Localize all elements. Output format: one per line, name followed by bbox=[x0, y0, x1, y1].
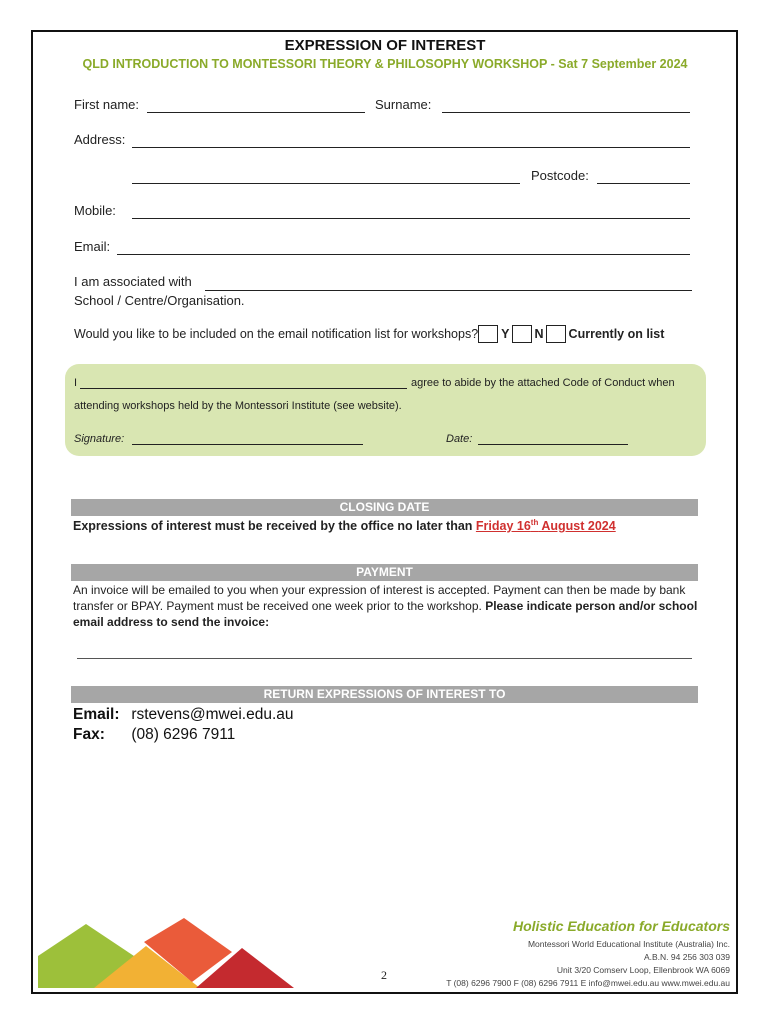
current-checkbox[interactable] bbox=[546, 325, 566, 343]
associated-label: I am associated with bbox=[74, 274, 192, 289]
address-field-line1[interactable] bbox=[132, 147, 690, 148]
conduct-line2: attending workshops held by the Montessori Institute (see website). bbox=[74, 400, 402, 412]
postcode-label: Postcode: bbox=[531, 168, 589, 183]
first-name-label: First name: bbox=[74, 97, 140, 112]
return-email-label: Email: bbox=[73, 706, 120, 723]
page-title: EXPRESSION OF INTEREST bbox=[284, 37, 486, 54]
conduct-prefix: I bbox=[74, 377, 78, 389]
conduct-agree-text: agree to abide by the attached Code of Conduct when bbox=[411, 377, 675, 389]
postcode-field[interactable] bbox=[597, 183, 690, 184]
payment-header: PAYMENT bbox=[71, 564, 698, 581]
address-label: Address: bbox=[74, 132, 126, 147]
associated-field[interactable] bbox=[205, 290, 692, 291]
associated-suffix: School / Centre/Organisation. bbox=[74, 293, 245, 308]
closing-date-line bbox=[73, 518, 616, 533]
address-field-line2[interactable] bbox=[132, 183, 520, 184]
mobile-label: Mobile: bbox=[74, 203, 116, 218]
email-label: Email: bbox=[74, 239, 111, 254]
return-email-value[interactable]: rstevens@mwei.edu.au bbox=[131, 706, 294, 723]
closing-date-header: CLOSING DATE bbox=[71, 499, 698, 516]
date-field[interactable] bbox=[478, 444, 628, 445]
payment-body: An invoice will be emailed to you when your expression of interest is accepted. Payment can then be made by bank transfer or BPAY. Payment must be received one week prior to the workshop. bbox=[73, 583, 686, 613]
footer-address: Unit 3/20 Comserv Loop, Ellenbrook WA 6069 bbox=[556, 965, 730, 975]
workshop-subtitle: QLD INTRODUCTION TO MONTESSORI THEORY & PHILOSOPHY WORKSHOP - Sat 7 September 2024 bbox=[82, 57, 688, 71]
deadline-rest: August 2024 bbox=[538, 519, 616, 534]
deadline-sup: th bbox=[530, 518, 539, 527]
return-email-row bbox=[73, 706, 294, 724]
email-field[interactable] bbox=[117, 254, 690, 255]
payment-text bbox=[73, 582, 703, 630]
footer-abn: A.B.N. 94 256 303 039 bbox=[643, 952, 730, 962]
notification-row bbox=[74, 325, 666, 343]
return-fax-row bbox=[73, 726, 235, 744]
page-number: 2 bbox=[381, 968, 387, 982]
deadline-day: Friday 16 bbox=[475, 519, 531, 534]
footer-org: Montessori World Educational Institute (Australia) Inc. bbox=[527, 939, 730, 949]
conduct-name-field[interactable] bbox=[80, 388, 407, 389]
surname-field[interactable] bbox=[442, 112, 690, 113]
current-label: Currently on list bbox=[568, 327, 665, 341]
deadline bbox=[476, 519, 616, 533]
signature-label: Signature: bbox=[74, 433, 125, 445]
return-fax-value: (08) 6296 7911 bbox=[131, 726, 236, 743]
date-label: Date: bbox=[446, 433, 473, 445]
surname-label: Surname: bbox=[375, 97, 432, 112]
footer-brand: Holistic Education for Educators bbox=[512, 918, 730, 934]
notification-question: Would you like to be included on the email notification list for workshops? bbox=[74, 327, 479, 341]
no-label: N bbox=[534, 327, 544, 341]
yes-checkbox[interactable] bbox=[478, 325, 498, 343]
return-fax-label: Fax: bbox=[73, 726, 105, 743]
closing-text: Expressions of interest must be received by the office no later than bbox=[73, 519, 473, 534]
payment-instruction: Please indicate person and/or school email address to send the invoice: bbox=[73, 599, 698, 629]
yes-label: Y bbox=[501, 327, 510, 341]
mobile-field[interactable] bbox=[132, 218, 690, 219]
invoice-email-field[interactable] bbox=[77, 658, 692, 659]
first-name-field[interactable] bbox=[147, 112, 365, 113]
signature-field[interactable] bbox=[132, 444, 363, 445]
mwei-logo bbox=[36, 918, 296, 990]
no-checkbox[interactable] bbox=[512, 325, 532, 343]
return-header: RETURN EXPRESSIONS OF INTEREST TO bbox=[71, 686, 698, 703]
footer-contact: T (08) 6296 7900 F (08) 6296 7911 E info@mwei.edu.au www.mwei.edu.au bbox=[446, 978, 730, 988]
